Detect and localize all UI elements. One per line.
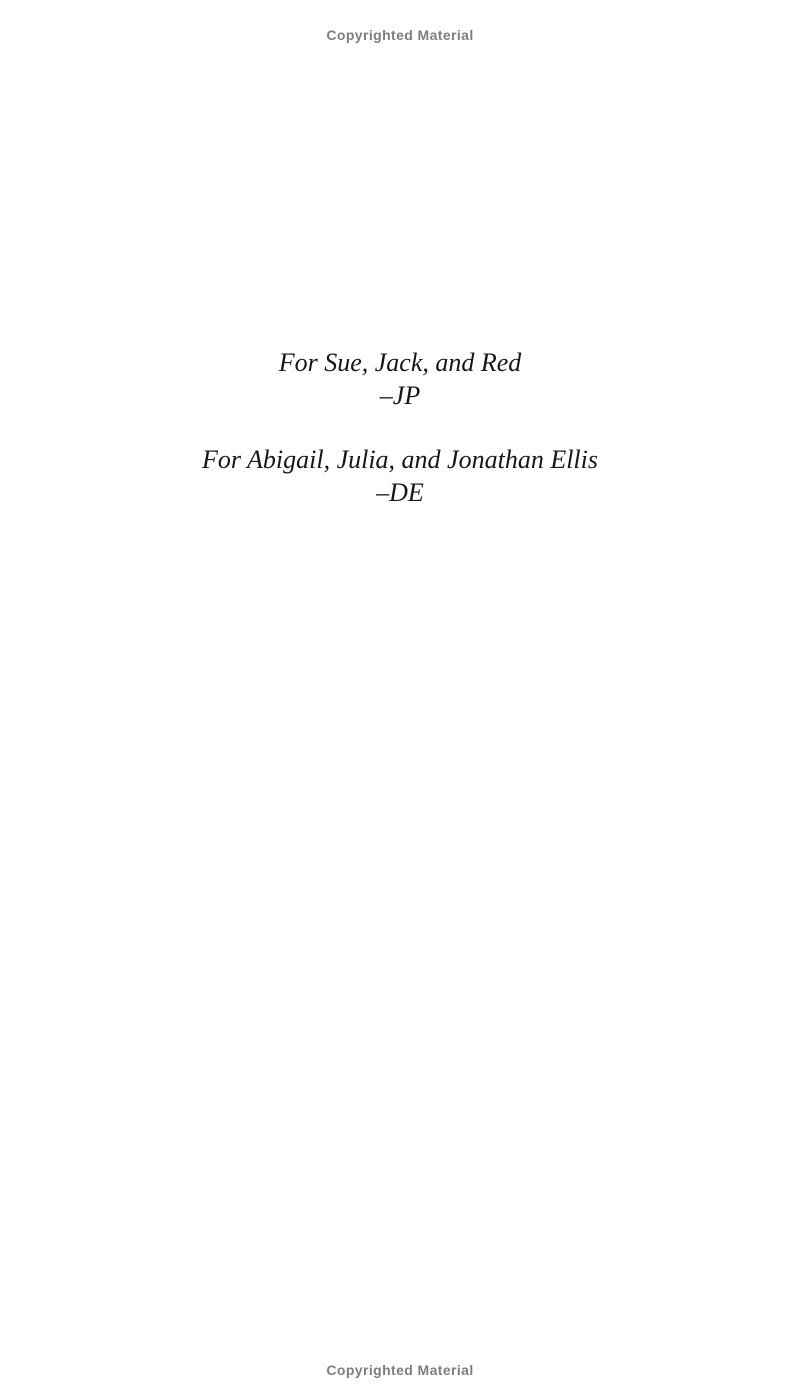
dedication-group: [0, 443, 800, 509]
copyright-notice-top: Copyrighted Material: [326, 27, 474, 43]
dedication-signature: –DE: [376, 478, 424, 507]
dedication-group: [0, 346, 800, 412]
dedication-line: For Abigail, Julia, and Jonathan Ellis: [201, 445, 598, 474]
dedication-signature: –JP: [379, 381, 421, 410]
dedication-block: [0, 346, 800, 540]
dedication-line: For Sue, Jack, and Red: [278, 348, 522, 377]
copyright-notice-bottom: Copyrighted Material: [326, 1362, 474, 1378]
